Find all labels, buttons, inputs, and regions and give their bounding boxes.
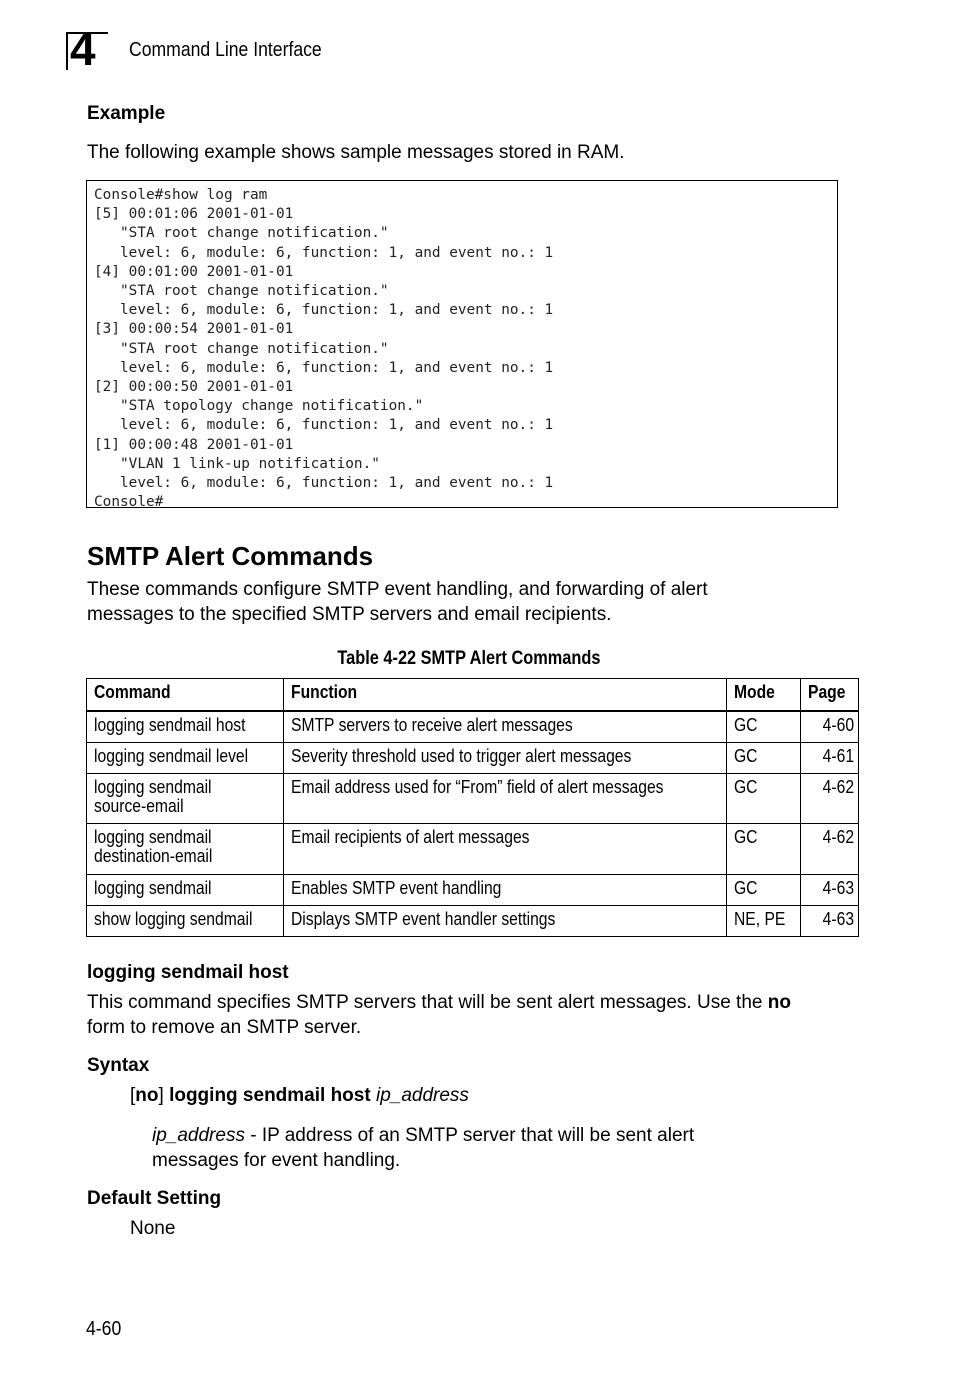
syntax-bracket-open: [ (130, 1085, 136, 1106)
page-number: 4-60 (86, 1318, 122, 1340)
cell-page: 4-62 (801, 773, 859, 823)
example-intro: The following example shows sample messages stored in RAM. (87, 142, 625, 163)
cell-function: Severity threshold used to trigger alert messages (284, 742, 727, 773)
command-heading: logging sendmail host (87, 962, 289, 983)
cell-page: 4-63 (801, 905, 859, 936)
table-caption (0, 648, 937, 670)
cell-mode: GC (727, 823, 801, 874)
command-desc-text-2: form to remove an SMTP server. (87, 1017, 362, 1038)
section-title: SMTP Alert Commands (87, 541, 374, 571)
example-heading: Example (87, 103, 166, 124)
section-intro-line-1: These commands configure SMTP event handling, and forwarding of alert (87, 579, 708, 600)
cell-page: 4-63 (801, 874, 859, 905)
cell-function: Email address used for “From” field of alert messages (284, 773, 727, 823)
param-desc-text-2: messages for event handling. (152, 1150, 401, 1171)
code-block: Console#show log ram [5] 00:01:06 2001-01-01 "STA root change notification." level: 6, module: 6, function: 1, and event no.: 1 [4] 00:01:00 2001-01-01 "STA root change notification." level: 6, module: 6, function: 1, and event no.: 1 [3] 00:00:54 2001-01-01 "STA root change notification." level: 6, module: 6, function: 1, and event no.: 1 [2] 00:00:50 2001-01-01 "STA topology change notification." level: 6, module: 6, function: 1, and event no.: 1 [1] 00:00:48 2001-01-01 "VLAN 1 link-up notification." level: 6, module: 6, function: 1, and event no.: 1 Console# (86, 180, 838, 508)
section-intro (87, 577, 708, 627)
cell-command: logging sendmail host (87, 711, 284, 742)
cell-mode: GC (727, 711, 801, 742)
cell-command: logging sendmail (87, 874, 284, 905)
table-row (87, 823, 859, 874)
syntax-line (130, 1085, 469, 1107)
cell-mode: NE, PE (727, 905, 801, 936)
cell-mode: GC (727, 874, 801, 905)
syntax-no: no (135, 1085, 159, 1106)
syntax-param: ip_address (375, 1085, 469, 1106)
cell-mode: GC (727, 742, 801, 773)
cell-function: Displays SMTP event handler settings (284, 905, 727, 936)
param-desc-text: - IP address of an SMTP server that will be sent alert (244, 1125, 695, 1146)
header-mode: Mode (727, 679, 801, 712)
syntax-command: logging sendmail host (169, 1085, 371, 1106)
section-intro-line-2: messages to the specified SMTP servers and email recipients. (87, 604, 612, 625)
cell-function: SMTP servers to receive alert messages (284, 711, 727, 742)
cell-command: logging sendmail source-email (87, 773, 284, 823)
command-description (87, 990, 857, 1040)
cell-command: logging sendmail level (87, 742, 284, 773)
cell-command: show logging sendmail (87, 905, 284, 936)
cell-function: Enables SMTP event handling (284, 874, 727, 905)
table-row (87, 742, 859, 773)
param-name: ip_address (152, 1125, 245, 1146)
cell-function: Email recipients of alert messages (284, 823, 727, 874)
command-desc-text: This command specifies SMTP servers that will be sent alert messages. Use the (87, 992, 768, 1013)
header-page: Page (801, 679, 859, 712)
table-row (87, 905, 859, 936)
command-desc-no: no (767, 992, 791, 1013)
param-description (152, 1123, 792, 1173)
default-value: None (130, 1218, 176, 1239)
chapter-title: Command Line Interface (129, 39, 322, 61)
header-command: Command (87, 679, 284, 712)
table-row (87, 874, 859, 905)
cell-command: logging sendmail destination-email (87, 823, 284, 874)
cell-page: 4-61 (801, 742, 859, 773)
table-row (87, 711, 859, 742)
syntax-bracket-close: ] (158, 1085, 170, 1106)
table-row (87, 773, 859, 823)
cell-page: 4-62 (801, 823, 859, 874)
syntax-heading: Syntax (87, 1055, 150, 1076)
smtp-commands-table (86, 678, 859, 937)
header-function: Function (284, 679, 727, 712)
table-header-row (87, 679, 859, 712)
table-caption-text: Table 4-22 SMTP Alert Commands (336, 648, 601, 669)
cell-mode: GC (727, 773, 801, 823)
cell-page: 4-60 (801, 711, 859, 742)
default-heading: Default Setting (87, 1188, 222, 1209)
chapter-number: 4 (70, 23, 95, 75)
